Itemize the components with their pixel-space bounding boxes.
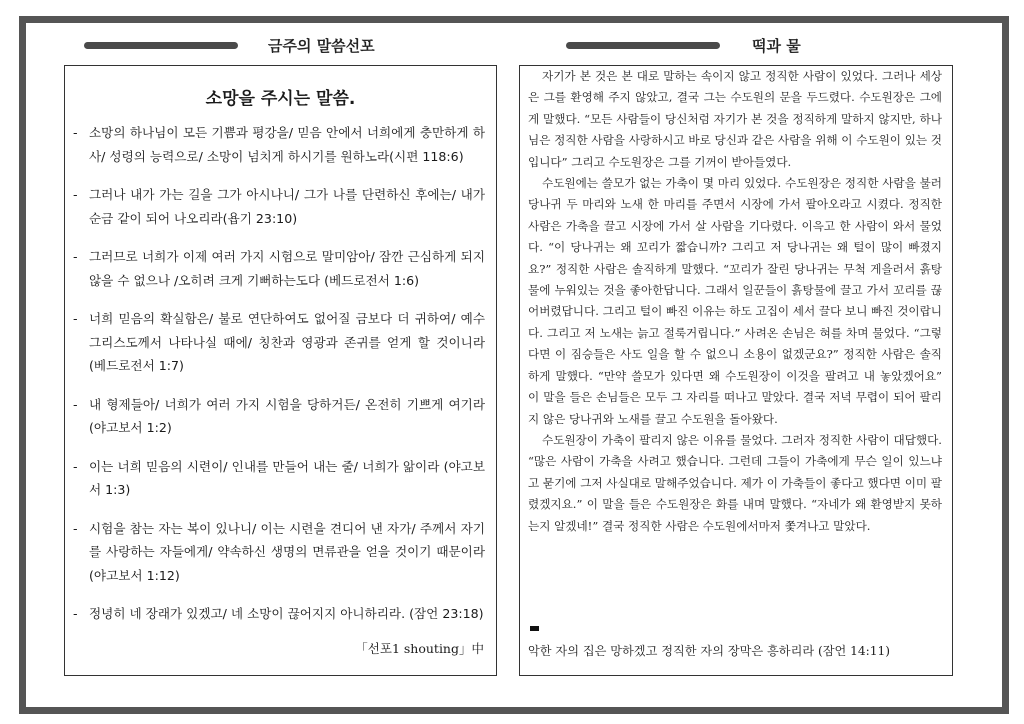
dash-marker: - bbox=[73, 125, 78, 140]
verse-item bbox=[73, 245, 485, 292]
left-section-heading: 금주의 말씀선포 bbox=[268, 37, 375, 55]
verse-text: 그러므로 너희가 이제 여러 가지 시험으로 말미암아/ 잠깐 근심하게 되지 않을 수 없으나 /오히려 크게 기뻐하는도다 (베드로전서 1:6) bbox=[89, 249, 485, 288]
verse-item bbox=[73, 393, 485, 440]
proverb-verse: 악한 자의 집은 망하겠고 정직한 자의 장막은 흥하리라 (잠언 14:11) bbox=[528, 644, 891, 658]
left-header-bar bbox=[84, 42, 238, 49]
verse-text: 내 형제들아/ 너희가 여러 가지 시험을 당하거든/ 온전히 기쁘게 여기라 (야고보서 1:2) bbox=[89, 396, 485, 435]
source-citation: 「선포1 shouting」中 bbox=[355, 641, 484, 656]
verse-text: 시험을 참는 자는 복이 있나니/ 이는 시련을 견디어 낸 자가/ 주께서 자기를 사랑하는 자들에게/ 약속하신 생명의 면류관을 얻을 것이기 때문이라 (야고보서 1:12) bbox=[89, 520, 485, 583]
story-text bbox=[528, 66, 942, 537]
dash-marker: - bbox=[73, 187, 78, 202]
verse-text: 정녕히 네 장래가 있겠고/ 네 소망이 끊어지지 아니하리라. (잠언 23:18) bbox=[89, 606, 484, 621]
dash-marker: - bbox=[73, 249, 78, 264]
verse-item bbox=[73, 307, 485, 378]
scripture-card bbox=[64, 65, 497, 676]
verse-item bbox=[73, 183, 485, 230]
story-card bbox=[519, 65, 953, 676]
verse-text: 너희 믿음의 확실함은/ 불로 연단하여도 없어질 금보다 더 귀하여/ 예수 그리스도께서 나타나실 때에/ 칭찬과 영광과 존귀를 얻게 할 것이니라 (베드로전서 1:7) bbox=[89, 311, 485, 373]
dash-marker: - bbox=[73, 311, 78, 326]
dash-marker: - bbox=[73, 606, 78, 621]
verse-item bbox=[73, 602, 485, 626]
dash-marker: - bbox=[73, 520, 78, 536]
verse-list bbox=[73, 121, 485, 641]
verse-text: 그러나 내가 가는 길을 그가 아시나니/ 그가 나를 단련하신 후에는/ 내가 순금 같이 되어 나오리라(욥기 23:10) bbox=[89, 187, 485, 226]
right-header-bar bbox=[566, 42, 720, 49]
verse-item bbox=[73, 517, 485, 588]
story-paragraph: 자기가 본 것은 본 대로 말하는 속이지 않고 정직한 사람이 있었다. 그러나 세상은 그를 환영해 주지 않았고, 결국 그는 수도원의 문을 두드렸다. 수도원장은 그에게 말했다. “모든 사람들이 당신처럼 자기가 본 것을 정직하게 말하지 않지만, 하나님은 정직한 사람을 사랑하시고 바로 당신과 같은 사람을 위해 이 수도원이 있는 것입니다” 그리고 수도원장은 그를 기꺼이 받아들였다. bbox=[528, 69, 942, 169]
card-title: 소망을 주시는 말씀. bbox=[205, 89, 356, 109]
dash-marker: - bbox=[73, 458, 78, 474]
right-section-heading: 떡과 물 bbox=[752, 37, 801, 55]
verse-item bbox=[73, 455, 485, 502]
dash-marker: - bbox=[73, 396, 78, 412]
verse-text: 소망의 하나님이 모든 기쁨과 평강을/ 믿음 안에서 너희에게 충만하게 하사/ 성령의 능력으로/ 소망이 넘치게 하시기를 원하노라(시편 118:6) bbox=[89, 125, 485, 164]
verse-item bbox=[73, 121, 485, 168]
story-paragraph: 수도원에는 쓸모가 없는 가축이 몇 마리 있었다. 수도원장은 정직한 사람을 불러 당나귀 두 마리와 노새 한 마리를 주면서 시장에 가서 팔아오라고 시켰다. 정직한 사람은 가축을 끌고 시장에 가서 살 사람을 기다렸다. 이윽고 한 사람이 와서 물었다. “이 당나귀는 왜 꼬리가 짧습니까? 그리고 저 당나귀는 왜 털이 많이 빠졌지요?” 정직한 사람은 솔직하게 말했다. “꼬리가 잘린 당나귀는 무척 게을러서 흙탕물에 누워있는 것을 좋아한답니다. 그래서 일꾼들이 흙탕물에 끌고 가서 꼬리를 끊어버렸답니다. 그리고 털이 빠진 이유는 하도 고집이 세서 끌다 보니 빠진 것이랍니다. 그리고 저 노새는 늙고 절룩거립니다.” 사려온 손님은 혀를 차며 물었다. “그렇다면 이 짐승들은 사도 일을 할 수 없으니 소용이 없겠군요?” 정직한 사람은 솔직하게 말했다. “만약 쓸모가 있다면 왜 수도원장이 이것을 팔려고 내 놓았겠어요” 이 말을 들은 손님들은 모두 그 자리를 떠나고 말았다. 결국 저녁 무렵이 되어 팔리지 않은 당나귀와 노새를 끌고 수도원을 돌아왔다. bbox=[528, 176, 942, 426]
proverb-marker bbox=[530, 626, 539, 631]
story-paragraph: 수도원장이 가축이 팔리지 않은 이유를 물었다. 그러자 정직한 사람이 대답했다. “많은 사람이 가축을 사려고 했습니다. 그런데 그들이 가축에게 무슨 일이 있느냐고 묻기에 그저 사실대로 말해주었습니다. 제가 이 가축들이 좋다고 했다면 이미 팔렸겠지요.” 이 말을 들은 수도원장은 화를 내며 말했다. “자네가 왜 환영받지 못하는지 알겠네!” 결국 정직한 사람은 수도원에서마저 쫓겨나고 말았다. bbox=[528, 432, 942, 533]
verse-text: 이는 너희 믿음의 시련이/ 인내를 만들어 내는 줄/ 너희가 앎이라 (야고보서 1:3) bbox=[89, 458, 485, 497]
